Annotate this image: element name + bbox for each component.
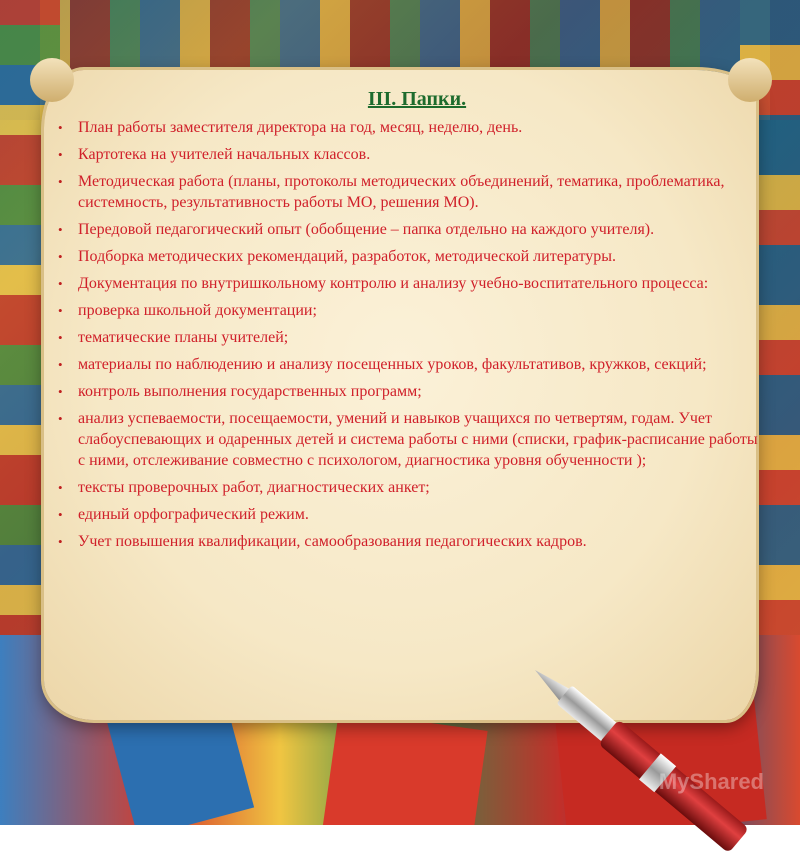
list-item: • проверка школьной документации; — [58, 300, 758, 321]
watermark: MyShared — [658, 769, 764, 794]
list-item: • Картотека на учителей начальных классов. — [58, 144, 758, 165]
page-title: III. Папки. — [367, 88, 467, 110]
list-item: • тематические планы учителей; — [58, 327, 758, 348]
list-item: • План работы заместителя директора на год, месяц, неделю, день. — [58, 117, 758, 138]
list-item: • Методическая работа (планы, протоколы методических объединений, тематика, проблематика, системность, результативность работы МО, решения МО). — [58, 171, 758, 213]
list-item: • тексты проверочных работ, диагностических анкет; — [58, 477, 758, 498]
list-item: • контроль выполнения государственных программ; — [58, 381, 758, 402]
list-item: • анализ успеваемости, посещаемости, умений и навыков учащихся по четвертям, годам. Учет слабоуспевающих и одаренных детей и система работы с ними (списки, график-расписание работы с ними, отслеживание совместно с психологом, диагностика уровня обученности ); — [58, 408, 758, 471]
list-item: • Подборка методических рекомендаций, разработок, методической литературы. — [58, 246, 758, 267]
list-item: • Документация по внутришкольному контролю и анализу учебно-воспитательного процесса: — [58, 273, 758, 294]
list-item: • материалы по наблюдению и анализу посещенных уроков, факультативов, кружков, секций; — [58, 354, 758, 375]
folders-list — [58, 117, 758, 552]
document-content — [58, 88, 758, 558]
list-item: • Передовой педагогический опыт (обобщение – папка отдельно на каждого учителя). — [58, 219, 758, 240]
list-item: • единый орфографический режим. — [58, 504, 758, 525]
list-item: • Учет повышения квалификации, самообразования педагогических кадров. — [58, 531, 758, 552]
